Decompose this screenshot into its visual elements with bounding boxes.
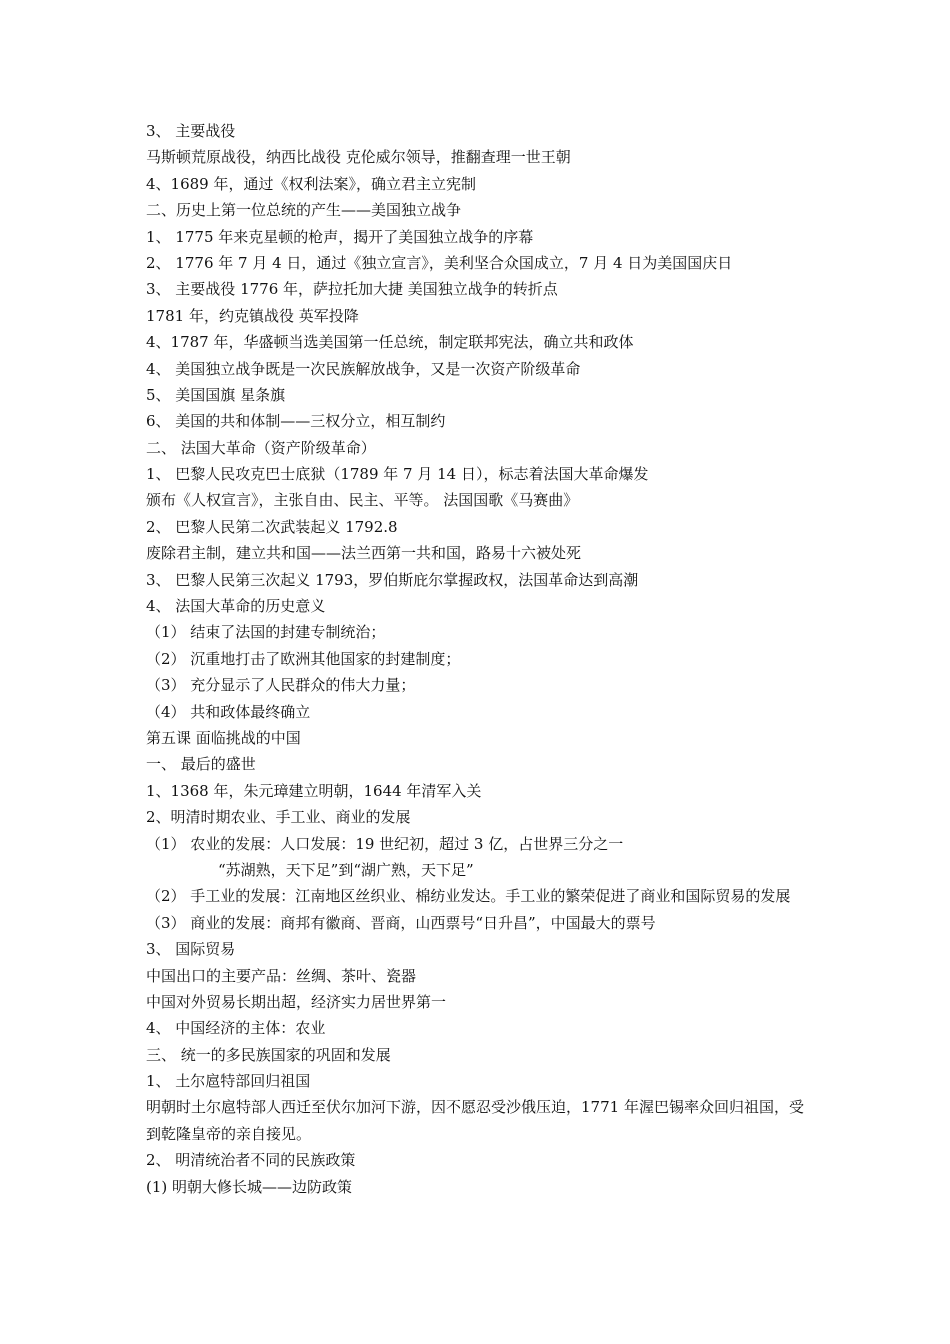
text-line: 3、 主要战役 1776 年，萨拉托加大捷 美国独立战争的转折点 (146, 280, 558, 299)
text-line: 3、 国际贸易 (146, 940, 236, 959)
text-line: 1、 巴黎人民攻克巴士底狱（1789 年 7 月 14 日），标志着法国大革命爆发 (146, 465, 649, 484)
text-line: 4、1689 年，通过《权利法案》，确立君主立宪制 (146, 174, 476, 193)
list-item: （1） 结束了法国的封建专制统治； (146, 623, 386, 642)
text-line-indented: “苏湖熟，天下足”到“湖广熟，天下足” (218, 860, 474, 879)
text-line: 6、 美国的共和体制——三权分立，相互制约 (146, 412, 446, 431)
text-line: 4、 美国独立战争既是一次民族解放战争，又是一次资产阶级革命 (146, 359, 581, 378)
text-line: 马斯顿荒原战役，纳西比战役 克伦威尔领导，推翻查理一世王朝 (146, 148, 571, 167)
lesson-heading: 第五课 面临挑战的中国 (146, 728, 301, 747)
text-line: 中国对外贸易长期出超，经济实力居世界第一 (146, 992, 447, 1011)
text-line: 1781 年，约克镇战役 英军投降 (146, 306, 359, 325)
text-line: 颁布《人权宣言》，主张自由、民主、平等。 法国国歌《马赛曲》 (146, 491, 579, 510)
list-item: （3） 商业的发展：商邦有徽商、晋商，山西票号“日升昌”，中国最大的票号 (146, 913, 656, 932)
text-line: 4、 法国大革命的历史意义 (146, 597, 326, 616)
list-item: （3） 充分显示了人民群众的伟大力量； (146, 676, 416, 695)
document-page (146, 118, 816, 1200)
list-item: （4） 共和政体最终确立 (146, 702, 311, 721)
text-line: 1、 1775 年来克星顿的枪声，揭开了美国独立战争的序幕 (146, 227, 534, 246)
text-paragraph: 明朝时土尔扈特部人西迁至伏尔加河下游，因不愿忍受沙俄压迫，1771 年渥巴锡率众回归祖国，受到乾隆皇帝的亲自接见。 (146, 1098, 804, 1143)
section-heading: 二、 法国大革命（资产阶级革命） (146, 438, 376, 457)
text-line: 2、明清时期农业、手工业、商业的发展 (146, 808, 411, 827)
text-line: 3、 巴黎人民第三次起义 1793，罗伯斯庇尔掌握政权，法国革命达到高潮 (146, 570, 639, 589)
text-line: 3、 主要战役 (146, 122, 236, 140)
text-line: 4、 中国经济的主体：农业 (146, 1019, 326, 1038)
list-item: (1) 明朝大修长城——边防政策 (146, 1177, 353, 1196)
list-item: （1） 农业的发展：人口发展：19 世纪初，超过 3 亿，占世界三分之一 (146, 834, 624, 853)
text-line: 废除君主制，建立共和国——法兰西第一共和国，路易十六被处死 (146, 544, 582, 563)
text-line: 4、1787 年，华盛顿当选美国第一任总统，制定联邦宪法，确立共和政体 (146, 333, 634, 352)
text-line: 1、 土尔扈特部回归祖国 (146, 1072, 311, 1091)
text-line: 1、1368 年，朱元璋建立明朝，1644 年清军入关 (146, 781, 482, 800)
list-item: （2） 手工业的发展：江南地区丝织业、棉纺业发达。手工业的繁荣促进了商业和国际贸易的发展 (146, 887, 791, 906)
text-line: 5、 美国国旗 星条旗 (146, 385, 286, 404)
text-line: 2、 明清统治者不同的民族政策 (146, 1151, 356, 1170)
list-item: （2） 沉重地打击了欧洲其他国家的封建制度； (146, 649, 461, 668)
text-line: 2、 1776 年 7 月 4 日，通过《独立宣言》，美利坚合众国成立，7 月 4 日为美国国庆日 (146, 253, 733, 272)
section-heading: 二、历史上第一位总统的产生——美国独立战争 (146, 201, 462, 220)
text-line: 中国出口的主要产品：丝绸、茶叶、瓷器 (146, 966, 417, 985)
text-line: 2、 巴黎人民第二次武装起义 1792.8 (146, 517, 398, 536)
section-heading: 三、 统一的多民族国家的巩固和发展 (146, 1045, 391, 1064)
section-heading: 一、 最后的盛世 (146, 755, 256, 774)
